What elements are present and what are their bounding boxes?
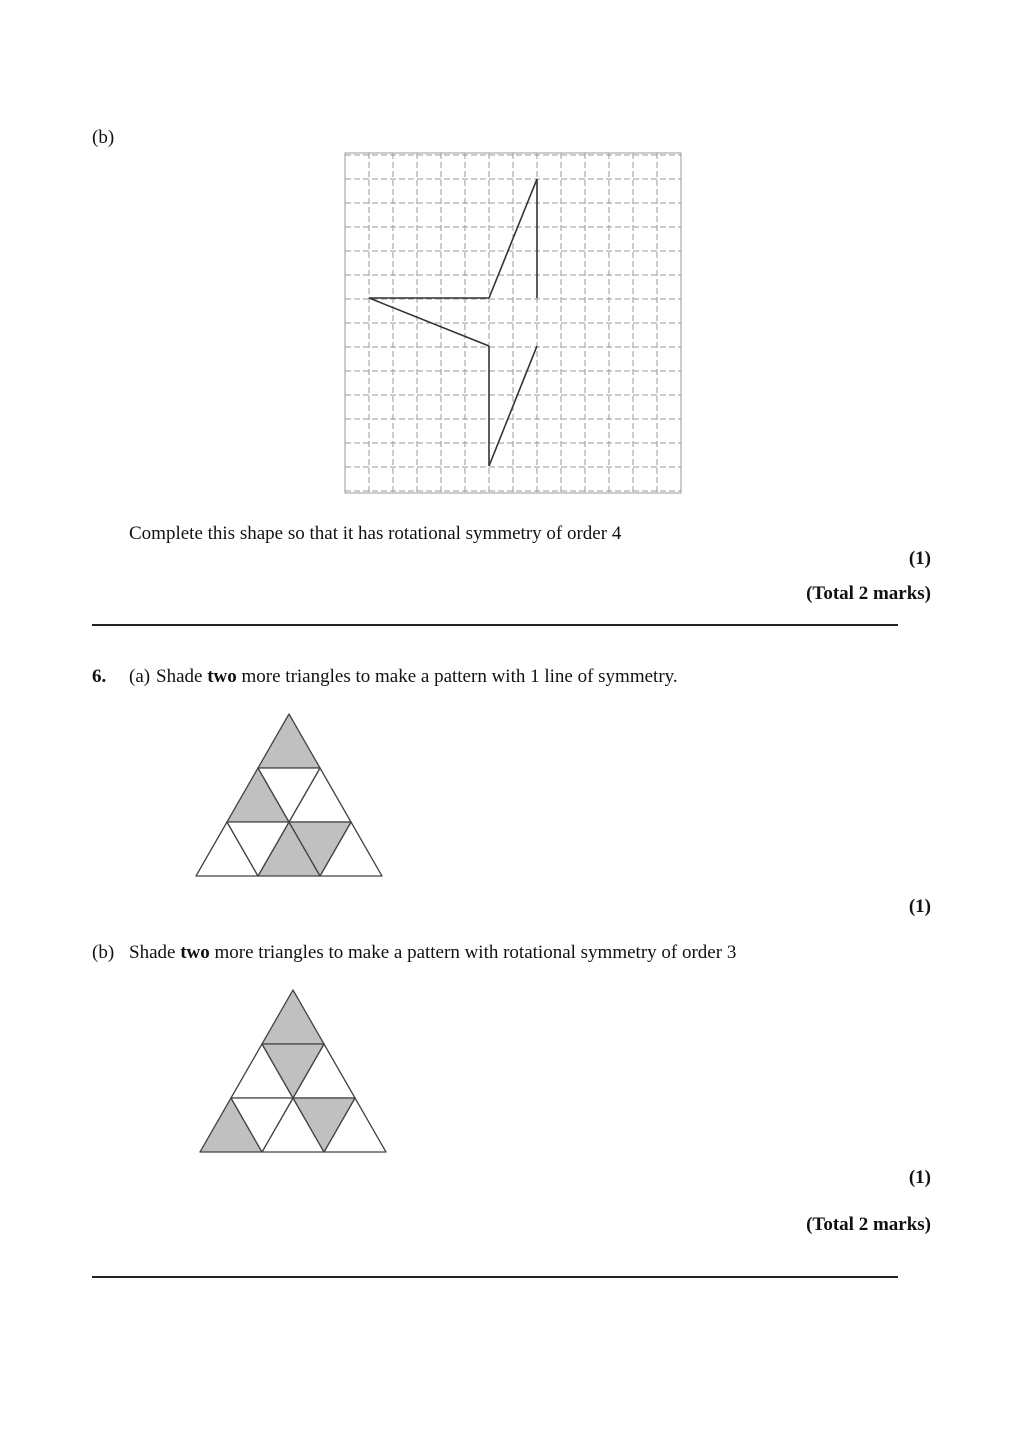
triangle-pattern-b	[197, 988, 389, 1156]
part-b-label: (b)	[92, 127, 115, 148]
section-divider-bottom	[92, 1276, 898, 1278]
part-a-label: (a)	[129, 666, 151, 687]
shaded-triangle[interactable]	[262, 990, 324, 1044]
part-a-question	[156, 667, 678, 686]
part-a-bold-word: two	[207, 666, 237, 687]
part-b-text-after: more triangles to make a pattern with rotational symmetry of order 3	[209, 942, 737, 963]
total-marks: (Total 2 marks)	[806, 583, 931, 604]
q6-total-marks: (Total 2 marks)	[806, 1214, 931, 1235]
part-b-mark: (1)	[908, 1167, 931, 1188]
rotational-symmetry-grid	[345, 153, 681, 493]
section-divider	[92, 624, 898, 626]
part-a-text-before: Shade	[156, 666, 208, 687]
part-b-text-before: Shade	[129, 942, 181, 963]
part-b-question	[129, 943, 736, 962]
shaded-triangle[interactable]	[258, 714, 320, 768]
mark-label: (1)	[908, 548, 931, 569]
triangle-pattern-a	[193, 712, 385, 880]
part-b-bold-word: two	[180, 942, 210, 963]
question-number: 6.	[92, 666, 107, 687]
instruction-text: Complete this shape so that it has rotational symmetry of order 4	[129, 523, 622, 544]
part-b-label-q6: (b)	[92, 942, 115, 963]
shape-segment	[369, 298, 489, 346]
part-a-mark: (1)	[908, 896, 931, 917]
part-a-text-after: more triangles to make a pattern with 1 line of symmetry.	[236, 666, 678, 687]
dashed-grid	[345, 153, 681, 493]
